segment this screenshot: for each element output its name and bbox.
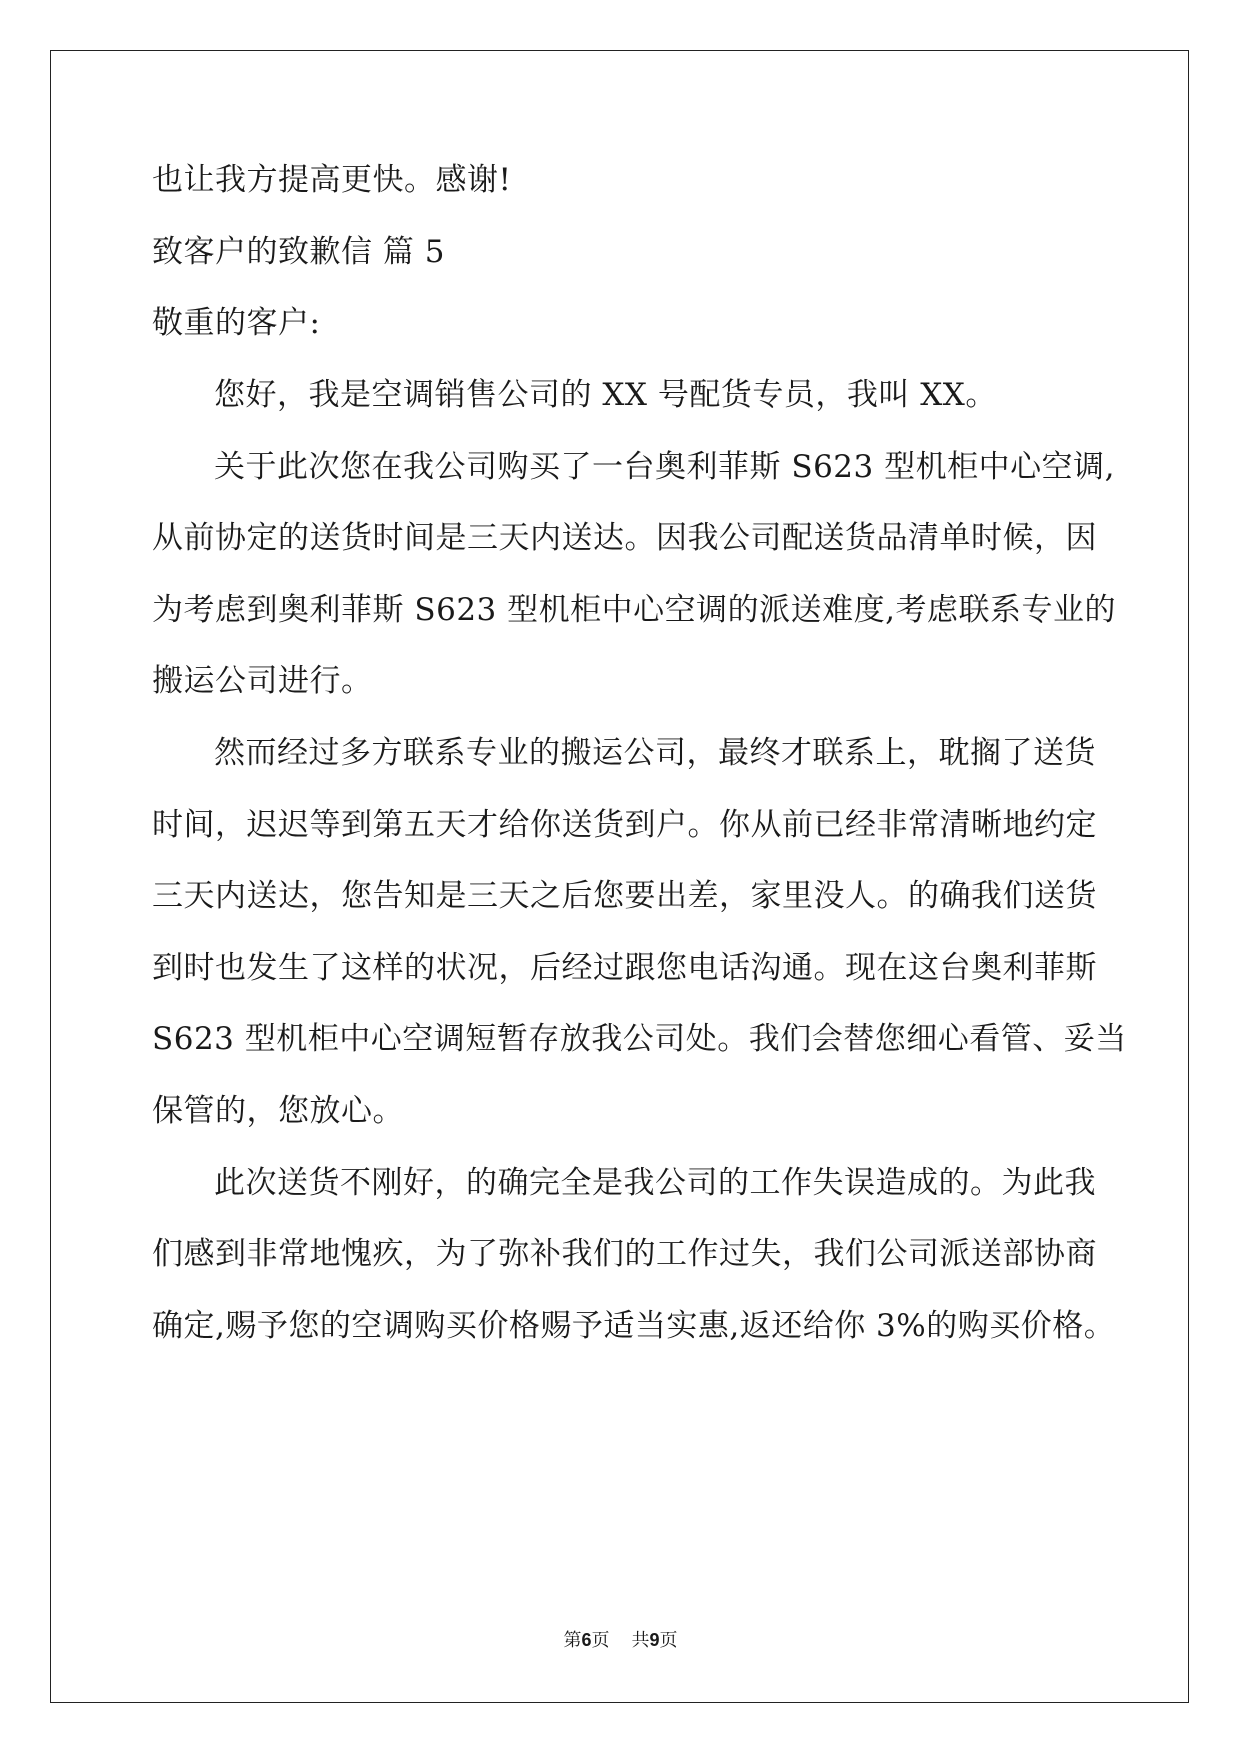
text-line: 保管的，您放心。 (152, 1093, 404, 1129)
paragraph-start: 关于此次您在我公司购买了一台奥利菲斯 S623 型机柜中心空调, (214, 449, 1115, 485)
text-line: 三天内送达，您告知是三天之后您要出差，家里没人。的确我们送货 (152, 878, 1097, 914)
page-number-prefix: 第 (563, 1630, 582, 1651)
text-line: 搬运公司进行。 (152, 663, 373, 699)
text-line: S623 型机柜中心空调短暂存放我公司处。我们会替您细心看管、妥当 (152, 1021, 1127, 1057)
page-total-prefix: 共 (631, 1630, 650, 1651)
page-total-suffix: 页 (659, 1630, 678, 1651)
text-line: 为考虑到奥利菲斯 S623 型机柜中心空调的派送难度,考虑联系专业的 (152, 592, 1116, 628)
text-line: 到时也发生了这样的状况，后经过跟您电话沟通。现在这台奥利菲斯 (152, 950, 1097, 986)
text-line: 也让我方提高更快。感谢! (152, 162, 512, 198)
paragraph-start: 您好，我是空调销售公司的 XX 号配货专员，我叫 XX。 (214, 377, 997, 413)
page-number-total: 9 (649, 1630, 660, 1650)
text-line: 确定,赐予您的空调购买价格赐予适当实惠,返还给你 3%的购买价格。 (152, 1308, 1116, 1344)
page-number-suffix: 页 (591, 1630, 610, 1651)
text-line: 时间，迟迟等到第五天才给你送货到户。你从前已经非常清晰地约定 (152, 807, 1097, 843)
text-line: 们感到非常地愧疚，为了弥补我们的工作过失，我们公司派送部协商 (152, 1236, 1097, 1272)
text-line: 从前协定的送货时间是三天内送达。因我公司配送货品清单时候，因 (152, 520, 1097, 556)
paragraph-start: 此次送货不刚好，的确完全是我公司的工作失误造成的。为此我 (214, 1165, 1096, 1201)
paragraph-start: 然而经过多方联系专业的搬运公司，最终才联系上，耽搁了送货 (214, 735, 1096, 771)
section-heading: 致客户的致歉信 篇 5 (152, 234, 445, 270)
page-number-current: 6 (581, 1630, 592, 1650)
page-footer (0, 1626, 1241, 1652)
salutation: 敬重的客户: (152, 305, 321, 341)
